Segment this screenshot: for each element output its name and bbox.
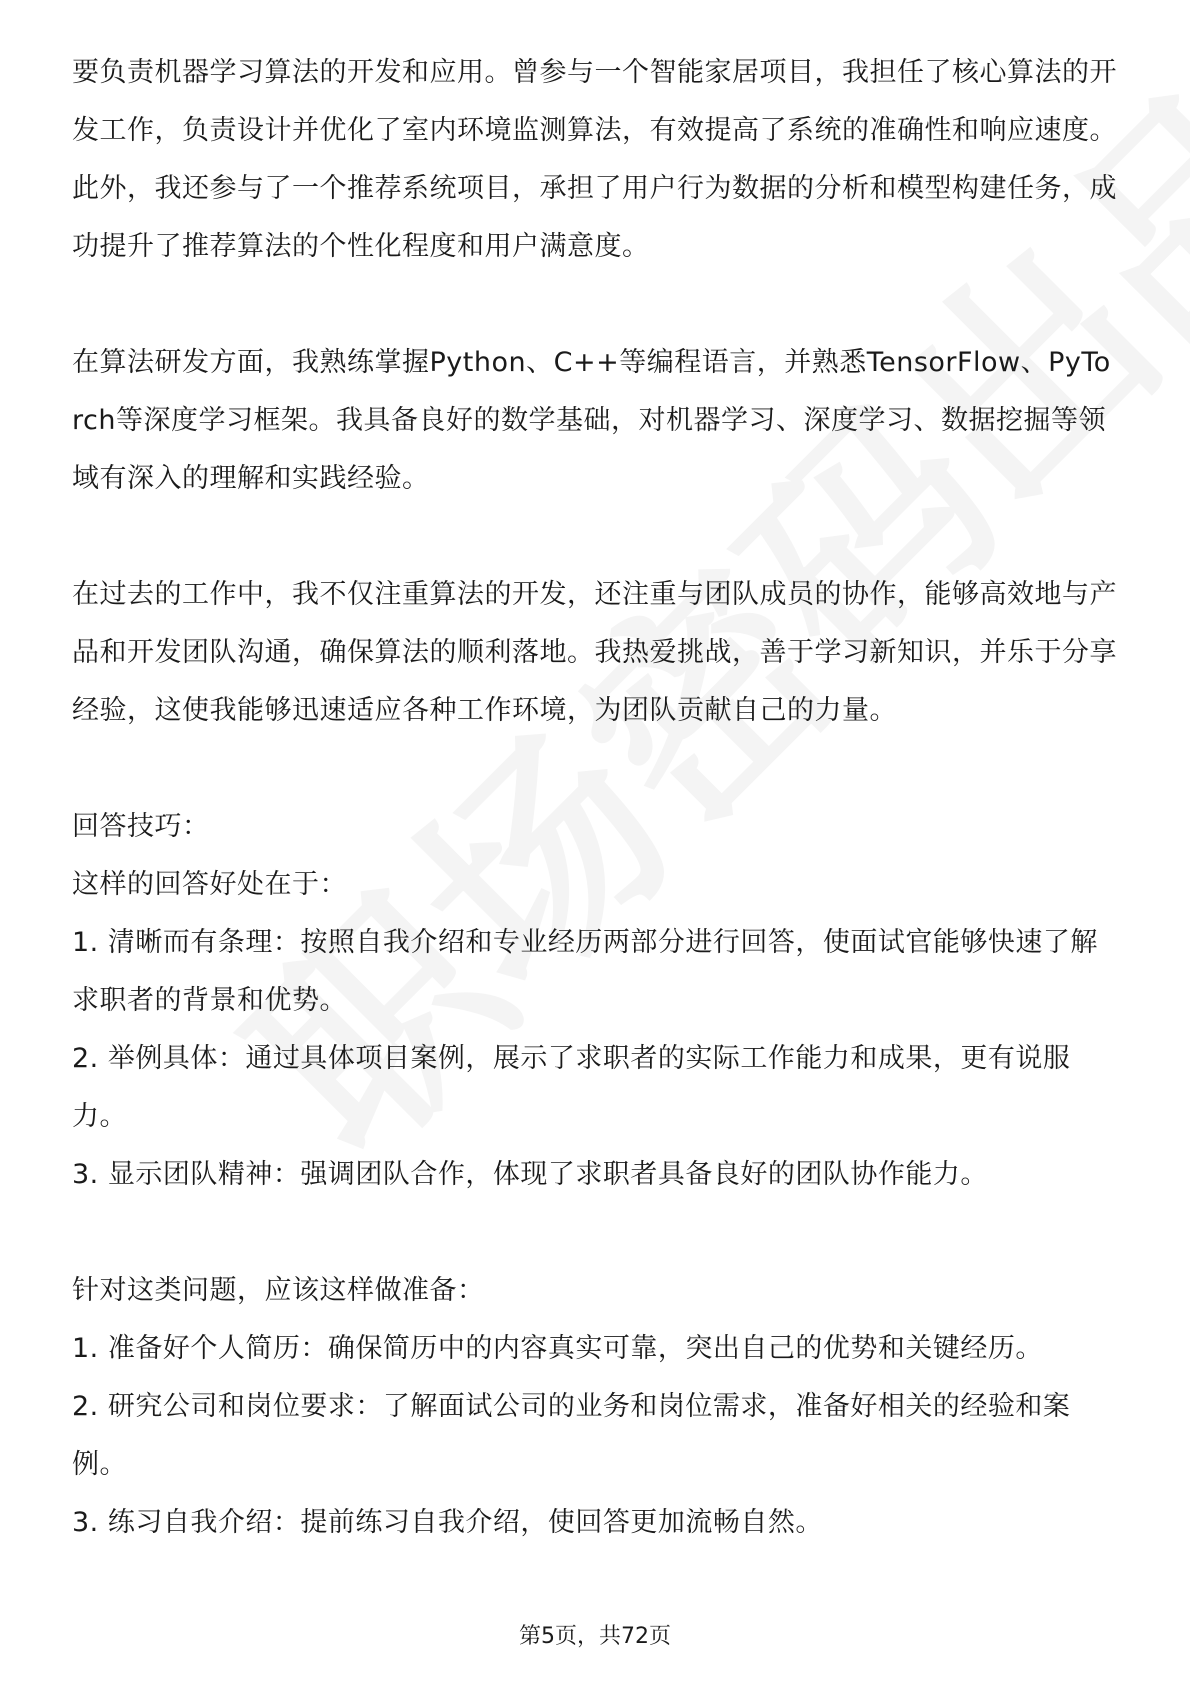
- paragraph-gap: [72, 1204, 1118, 1262]
- prep-item: 2. 研究公司和岗位要求：了解面试公司的业务和岗位需求，准备好相关的经验和案例。: [72, 1391, 1071, 1480]
- tips-item: 3. 显示团队精神：强调团队合作，体现了求职者具备良好的团队协作能力。: [72, 1159, 988, 1190]
- document-body: [72, 44, 1118, 1552]
- tips-item: 1. 清晰而有条理：按照自我介绍和专业经历两部分进行回答，使面试官能够快速了解求职者的背景和优势。: [72, 927, 1098, 1016]
- prep-intro: 针对这类问题，应该这样做准备：: [72, 1275, 485, 1306]
- paragraph-teamwork: 在过去的工作中，我不仅注重算法的开发，还注重与团队成员的协作，能够高效地与产品和开发团队沟通，确保算法的顺利落地。我热爱挑战，善于学习新知识，并乐于分享经验，这使我能够迅速适应各种工作环境，为团队贡献自己的力量。: [72, 579, 1117, 726]
- tips-item: 2. 举例具体：通过具体项目案例，展示了求职者的实际工作能力和成果，更有说服力。: [72, 1043, 1071, 1132]
- paragraph-gap: [72, 508, 1118, 566]
- prep-item: 1. 准备好个人简历：确保简历中的内容真实可靠，突出自己的优势和关键经历。: [72, 1333, 1043, 1364]
- tips-heading: 回答技巧：: [72, 811, 210, 842]
- tips-intro: 这样的回答好处在于：: [72, 869, 347, 900]
- paragraph-skills: 在算法研发方面，我熟练掌握Python、C++等编程语言，并熟悉TensorFlow、PyTorch等深度学习框架。我具备良好的数学基础，对机器学习、深度学习、数据挖掘等领域有深入的理解和实践经验。: [72, 347, 1111, 494]
- paragraph-gap: [72, 276, 1118, 334]
- page-number: 第5页，共72页: [519, 1624, 671, 1649]
- prep-item: 3. 练习自我介绍：提前练习自我介绍，使回答更加流畅自然。: [72, 1507, 823, 1538]
- paragraph-gap: [72, 740, 1118, 798]
- paragraph-project-experience: 要负责机器学习算法的开发和应用。曾参与一个智能家居项目，我担任了核心算法的开发工作，负责设计并优化了室内环境监测算法，有效提高了系统的准确性和响应速度。此外，我还参与了一个推荐系统项目，承担了用户行为数据的分析和模型构建任务，成功提升了推荐算法的个性化程度和用户满意度。: [72, 57, 1117, 262]
